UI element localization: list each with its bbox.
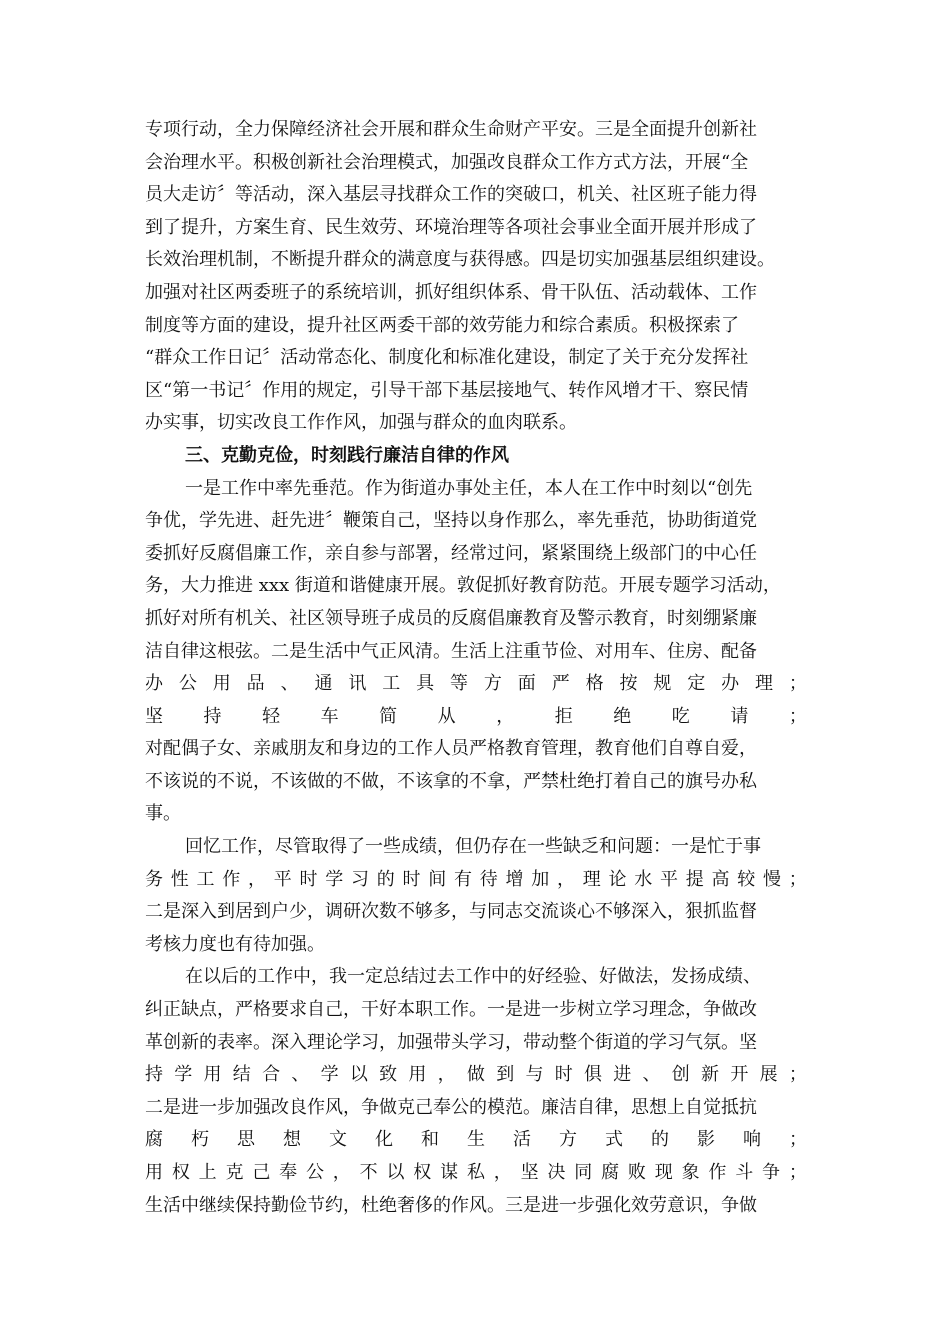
text-line: 腐 朽 思 想 文 化 和 生 活 方 式 的 影 响 ； bbox=[145, 1129, 807, 1151]
text-line: 二是进一步加强改良作风，争做克己奉公的模范。廉洁自律，思想上自觉抵抗 bbox=[145, 1096, 757, 1118]
text-line: 加强对社区两委班子的系统培训，抓好组织体系、骨干队伍、活动载体、工作 bbox=[145, 281, 757, 303]
text-line: 长效治理机制，不断提升群众的满意度与获得感。四是切实加强基层组织建设。 bbox=[145, 249, 775, 271]
document-body bbox=[145, 114, 807, 1222]
text-line: 务 性 工 作 ， 平 时 学 习 的 时 间 有 待 增 加 ， 理 论 水 平 提 高 较 慢 ； bbox=[145, 868, 807, 890]
text-line: “群众工作日记〞活动常态化、制度化和标准化建设，制定了关于充分发挥社 bbox=[145, 347, 749, 369]
text-line: 对配偶子女、亲戚朋友和身边的工作人员严格教育管理，教育他们自尊自爱， bbox=[145, 738, 757, 760]
text-line: 纠正缺点，严格要求自己，干好本职工作。一是进一步树立学习理念，争做改 bbox=[145, 999, 757, 1021]
text-line: 用 权 上 克 己 奉 公 ， 不 以 权 谋 私 ， 坚 决 同 腐 败 现 象 作 斗 争 ； bbox=[145, 1162, 807, 1183]
text-line: 员大走访〞等活动，深入基层寻找群众工作的突破口，机关、社区班子能力得 bbox=[145, 184, 757, 206]
section-heading: 三、克勤克俭，时刻践行廉洁自律的作风 bbox=[185, 444, 509, 466]
text-line: 洁自律这根弦。二是生活中气正风清。生活上注重节俭、对用车、住房、配备 bbox=[145, 640, 757, 662]
text-line: 制度等方面的建设，提升社区两委干部的效劳能力和综合素质。积极探索了 bbox=[145, 314, 739, 336]
text-line: 在以后的工作中，我一定总结过去工作中的好经验、好做法，发扬成绩、 bbox=[185, 966, 761, 988]
text-line: 二是深入到居到户少，调研次数不够多，与同志交流谈心不够深入，狠抓监督 bbox=[145, 901, 757, 923]
text-line: 会治理水平。积极创新社会治理模式，加强改良群众工作方式方法，开展“全 bbox=[145, 151, 749, 173]
text-line: 专项行动，全力保障经济社会开展和群众生命财产平安。三是全面提升创新社 bbox=[145, 119, 757, 140]
text-line: 到了提升，方案生育、民生效劳、环境治理等各项社会事业全面开展并形成了 bbox=[145, 216, 757, 238]
text-line: 革创新的表率。深入理论学习，加强带头学习，带动整个街道的学习气氛。坚 bbox=[145, 1031, 757, 1053]
text-line: 办 公 用 品 、 通 讯 工 具 等 方 面 严 格 按 规 定 办 理 ； bbox=[145, 673, 807, 695]
text-line: 抓好对所有机关、社区领导班子成员的反腐倡廉教育及警示教育，时刻绷紧廉 bbox=[145, 607, 757, 629]
text-line: 委抓好反腐倡廉工作，亲自参与部署，经常过问，紧紧围绕上级部门的中心任 bbox=[145, 542, 757, 564]
text-line: 持 学 用 结 合 、 学 以 致 用 ， 做 到 与 时 俱 进 、 创 新 开 展 ； bbox=[145, 1064, 807, 1086]
text-line: 事。 bbox=[145, 803, 181, 825]
text-line: 争优，学先进、赶先进〞鞭策自己，坚持以身作那么，率先垂范，协助街道党 bbox=[145, 510, 757, 532]
text-line: 坚 持 轻 车 简 从 ， 拒 绝 吃 请 ； bbox=[145, 705, 807, 727]
text-line: 办实事，切实改良工作作风，加强与群众的血肉联系。 bbox=[145, 412, 577, 434]
text-line: 务，大力推进 xxx 街道和谐健康开展。敦促抓好教育防范。开展专题学习活动， bbox=[145, 575, 781, 597]
text-line: 生活中继续保持勤俭节约，杜绝奢侈的作风。三是进一步强化效劳意识，争做 bbox=[145, 1194, 757, 1216]
text-line: 不该说的不说，不该做的不做，不该拿的不拿，严禁杜绝打着自己的旗号办私 bbox=[145, 770, 757, 792]
text-line: 考核力度也有待加强。 bbox=[145, 933, 325, 955]
text-line: 一是工作中率先垂范。作为街道办事处主任，本人在工作中时刻以“创先 bbox=[185, 477, 753, 499]
text-line: 区“第一书记〞作用的规定，引导干部下基层接地气、转作风增才干、察民情 bbox=[145, 379, 749, 401]
text-line: 回忆工作，尽管取得了一些成绩，但仍存在一些缺乏和问题：一是忙于事 bbox=[185, 836, 761, 858]
